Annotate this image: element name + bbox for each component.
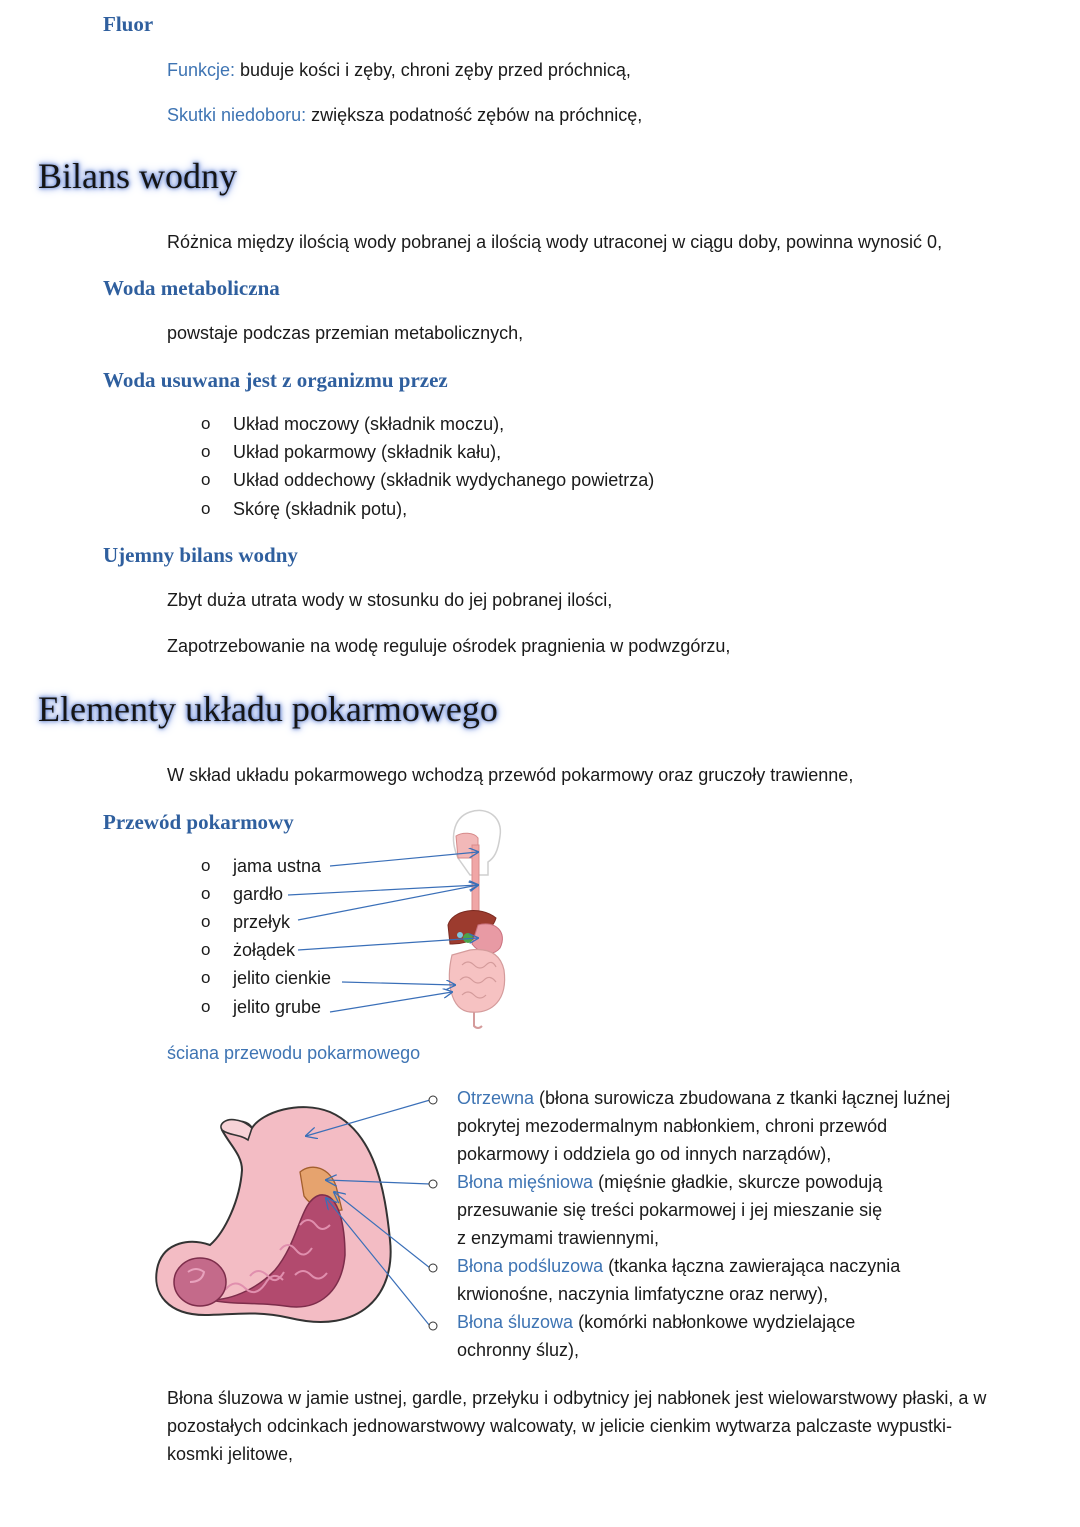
layer-otrzewna-line3: pokarmowy i oddziela go od innych narządów), [457,1144,832,1164]
list-item: o jelito cienkie [201,968,332,988]
removal-heading: Woda usuwana jest z organizmu przez [103,368,448,392]
list-item: o żołądek [201,940,296,960]
metabolic-heading: Woda metaboliczna [103,276,280,300]
list-item: o Skórę (składnik potu), [201,499,408,519]
layer-miesniowa-line1: Błona mięśniowa (mięśnie gładkie, skurcze powodują [457,1172,883,1192]
list-item: o Układ oddechowy (składnik wydychanego powietrza) [201,470,655,490]
mucosa-paragraph: Błona śluzowa w jamie ustnej, gardle, przełyku i odbytnicy jej nabłonek jest wielowarstwowy płaski, a w pozostałych odcinkach jednowarstwowy walcowaty, w jelicie cienkim wytwarza palczaste wypustki- kosmki jelitowe, [167,1388,987,1464]
uklad-title: Elementy układu pokarmowego [38,689,498,729]
functions-label: Funkcje: [167,60,236,80]
list-item: o jelito grube [201,997,322,1017]
tract-heading: Przewód pokarmowy [103,810,294,834]
list-item: o Układ pokarmowy (składnik kału), [201,442,502,462]
thirst-text: Zapotrzebowanie na wodę reguluje ośrodek pragnienia w podwzgórzu, [167,636,731,656]
layer-otrzewna-line2: pokrytej mezodermalnym nabłonkiem, chroni przewód [457,1116,888,1136]
negative-heading: Ujemny bilans wodny [103,543,298,567]
layer-sluzowa-line2: ochronny śluz), [457,1340,580,1360]
layer-podsluzowa-line2: krwionośne, naczynia limfatyczne oraz nerwy), [457,1284,829,1304]
deficiency-label: Skutki niedoboru: [167,105,307,125]
layer-miesniowa-line3: z enzymami trawiennymi, [457,1228,660,1248]
list-item: o jama ustna [201,856,322,876]
layer-podsluzowa-line1: Błona podśluzowa (tkanka łączna zawierająca naczynia [457,1256,901,1276]
negative-text: Zbyt duża utrata wody w stosunku do jej pobranej ilości, [167,590,613,610]
metabolic-text: powstaje podczas przemian metabolicznych, [167,323,524,343]
uklad-intro: W skład układu pokarmowego wchodzą przewód pokarmowy oraz gruczoły trawienne, [167,765,854,785]
list-item: o gardło [201,884,284,904]
fluor-heading: Fluor [103,12,154,36]
layer-otrzewna-line1: Otrzewna (błona surowicza zbudowana z tkanki łącznej luźnej [457,1088,951,1108]
deficiency-text: zwiększa podatność zębów na próchnicę, [306,105,643,125]
functions-text: buduje kości i zęby, chroni zęby przed próchnicą, [235,60,631,80]
list-item: o Układ moczowy (składnik moczu), [201,414,505,434]
bilans-title: Bilans wodny [38,156,238,196]
list-item: o przełyk [201,912,291,932]
layer-miesniowa-line2: przesuwanie się treści pokarmowej i jej mieszanie się [457,1200,883,1220]
layer-sluzowa-line1: Błona śluzowa (komórki nabłonkowe wydzielające [457,1312,856,1332]
wall-heading: ściana przewodu pokarmowego [167,1043,421,1063]
bilans-definition: Różnica między ilością wody pobranej a ilością wody utraconej w ciągu doby, powinna wynosić 0, [167,232,943,252]
